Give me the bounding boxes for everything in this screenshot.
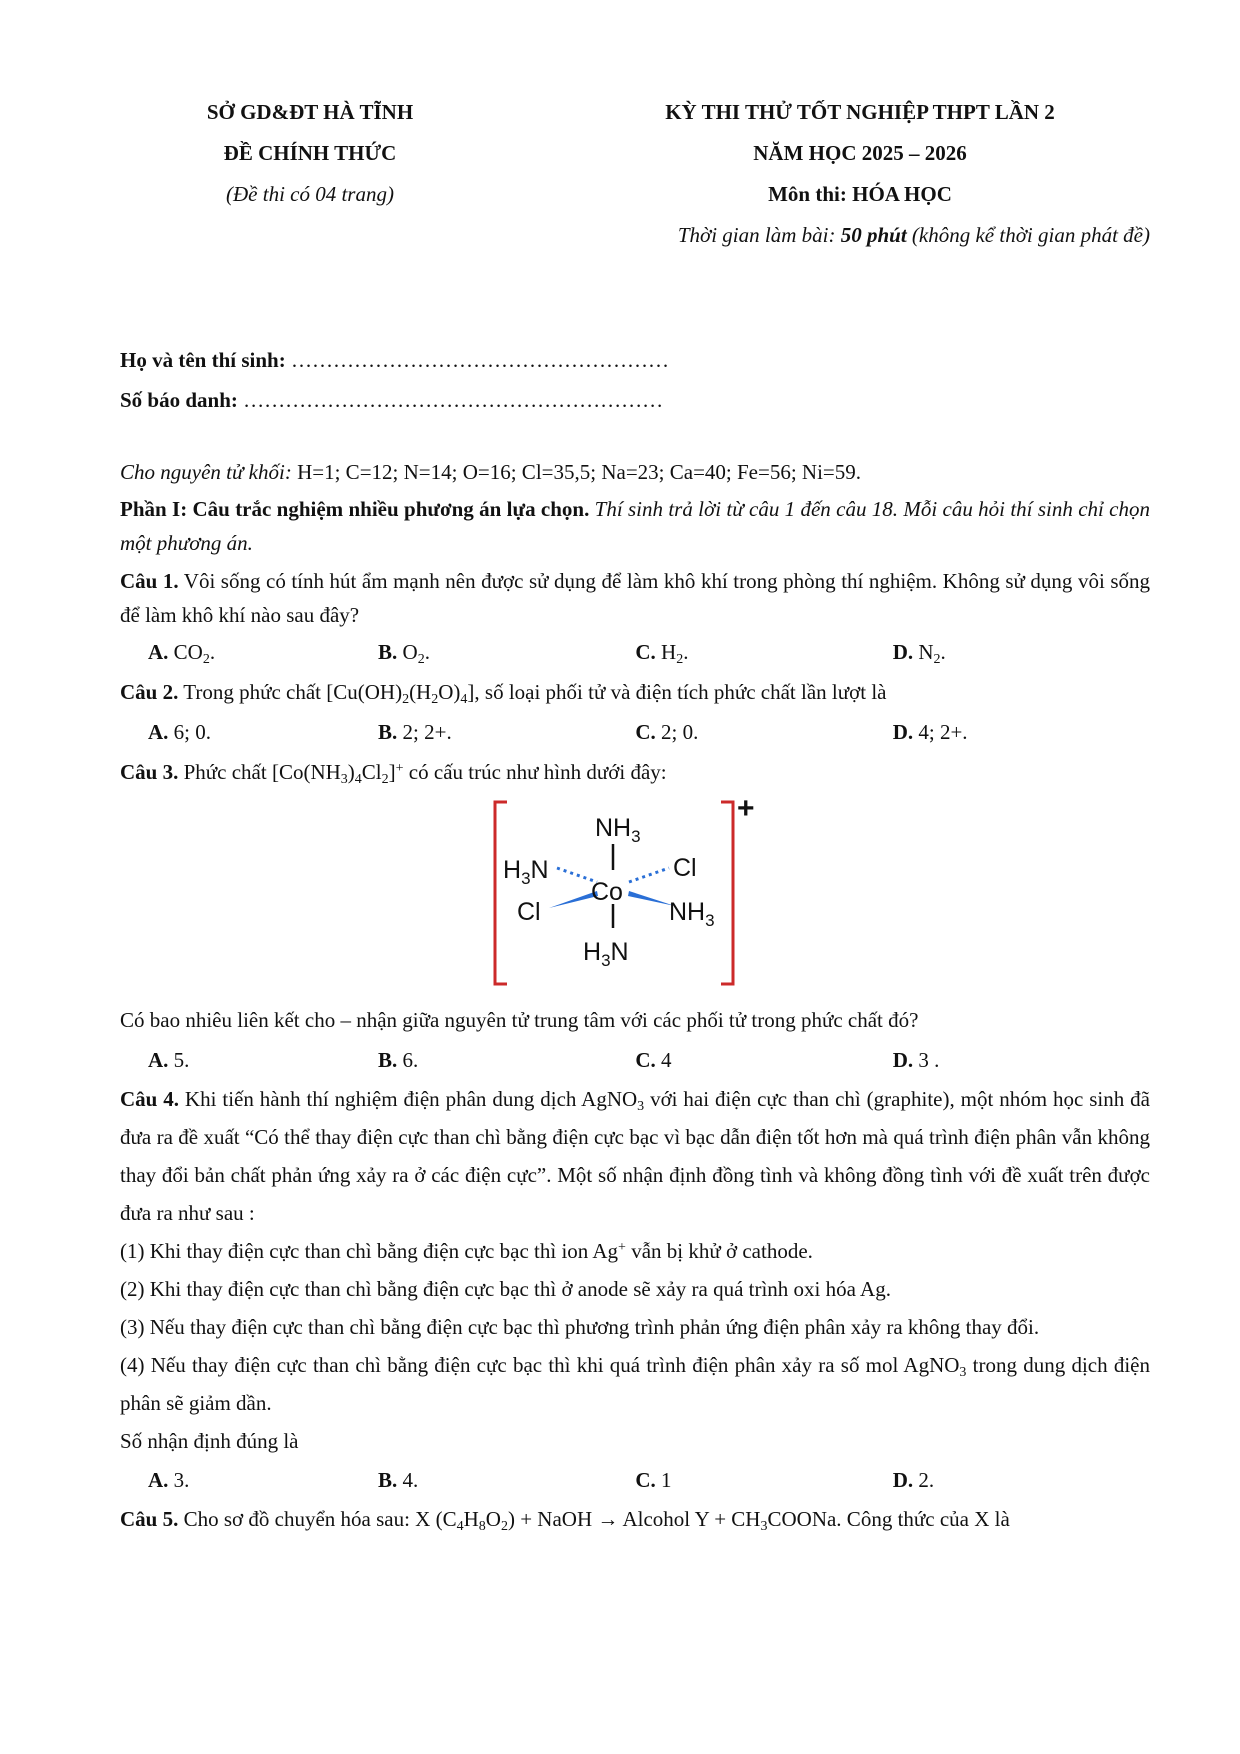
q2-option-c[interactable] (635, 712, 892, 752)
q4-option-d[interactable] (893, 1460, 1150, 1500)
q4-s4-sub: 3 (959, 1365, 967, 1380)
q4-statement-1 (120, 1232, 1150, 1270)
q3-sub-b: 4 (354, 772, 362, 787)
right-bracket (721, 802, 733, 984)
question-4 (120, 1080, 1150, 1232)
question-2-label: Câu 2. (120, 680, 179, 704)
q4-option-b[interactable] (378, 1460, 635, 1500)
option-letter: D. (892, 1468, 914, 1492)
question-1-text: Vôi sống có tính hút ẩm mạnh nên được sử dụng để làm khô khí trong phòng thí nghiệm. Không sử dụng vôi sống để làm khô khí nào sau đây? (120, 569, 1150, 627)
option-sub: 2 (676, 652, 684, 667)
question-3-options (120, 1040, 1150, 1080)
official-label: ĐỀ CHÍNH THỨC (223, 141, 397, 165)
q4-sub-a: 3 (637, 1099, 645, 1114)
option-sub: 2 (202, 652, 210, 667)
candidate-name-line[interactable] (120, 340, 1150, 380)
q2-sub-b: 2 (431, 692, 439, 707)
q1-option-a[interactable] (120, 632, 378, 672)
part1-heading (120, 492, 1150, 560)
q4-text-a: Khi tiến hành thí nghiệm điện phân dung dịch AgNO (179, 1087, 638, 1111)
q3-text-b: ) (347, 760, 355, 784)
q4-text-b: với hai điện cực than chì (graphite), một nhóm học sinh đã đưa ra đề xuất “Có thể thay điện cực than chì bằng điện cực bạc vì bạc dẫn điện tốt hơn mà quá trình điện phân vẫn không thay đổi bản chất phản ứng xảy ra ở các điện cực”. Một số nhận định đồng tình và không đồng tình với đề xuất trên được đưa ra như sau : (120, 1087, 1150, 1225)
q4-option-a[interactable] (120, 1460, 378, 1500)
q3-sup-d: + (395, 761, 404, 776)
option-text: 1 (661, 1468, 672, 1492)
q3-sub-a: 3 (340, 772, 348, 787)
option-text: 4; 2+. (918, 720, 968, 744)
q1-option-c[interactable] (635, 632, 892, 672)
ligand-left-bottom: Cl (517, 898, 541, 926)
option-text: 4. (402, 1468, 419, 1492)
question-5-label: Câu 5. (120, 1507, 179, 1531)
option-letter: A. (148, 1468, 169, 1492)
option-tail: . (424, 640, 430, 664)
option-text: O (402, 640, 418, 664)
question-2-options (120, 712, 1150, 752)
q3-text-e: có cấu trúc như hình dưới đây: (403, 760, 667, 784)
candidate-info (120, 340, 1150, 420)
time-value: 50 phút (840, 223, 907, 247)
candidate-name-dots: ……………………………………………… (290, 348, 669, 372)
exam-header (120, 92, 1150, 252)
candidate-name-label: Họ và tên thí sinh: (120, 348, 291, 372)
q3-sub-c: 2 (381, 772, 389, 787)
q5-text-e: COONa. Công thức của X là (767, 1507, 1010, 1531)
option-letter: D. (892, 720, 914, 744)
option-text: 6; 0. (173, 720, 212, 744)
time-prefix: Thời gian làm bài: (677, 223, 841, 247)
complex-charge: + (737, 796, 755, 825)
q1-option-d[interactable] (893, 632, 1150, 672)
q3-option-c[interactable] (635, 1040, 892, 1080)
time-line (550, 215, 1150, 256)
header-left (160, 92, 460, 215)
central-atom: Co (591, 878, 623, 906)
question-1-label: Câu 1. (120, 569, 179, 593)
q4-s1-sup: + (618, 1240, 626, 1255)
option-letter: D. (892, 640, 914, 664)
q2-text-b: (H (409, 680, 432, 704)
question-3-prompt: Có bao nhiêu liên kết cho – nhận giữa nguyên tử trung tâm với các phối tử trong phức chất đó? (120, 1008, 919, 1032)
option-letter: D. (892, 1048, 914, 1072)
ligand-bottom: $H_3N$ (583, 938, 629, 970)
option-letter: C. (635, 640, 656, 664)
ligand-right-top: Cl (673, 854, 697, 882)
q4-statement-4 (120, 1346, 1150, 1422)
q2-option-b[interactable] (378, 712, 635, 752)
option-letter: A. (148, 720, 169, 744)
part1-title: Phần I: Câu trắc nghiệm nhiều phương án lựa chọn. (120, 497, 590, 521)
q3-option-d[interactable] (893, 1040, 1150, 1080)
option-text: 3 . (918, 1048, 940, 1072)
option-letter: C. (635, 720, 656, 744)
option-text: 2; 0. (661, 720, 699, 744)
q4-statement-2: (2) Khi thay điện cực than chì bằng điện cực bạc thì ở anode sẽ xảy ra quá trình oxi hóa Ag. (120, 1277, 891, 1301)
question-1 (120, 564, 1150, 632)
exam-title: KỲ THI THỬ TỐT NGHIỆP THPT LẦN 2 (665, 100, 1055, 124)
q1-option-b[interactable] (378, 632, 635, 672)
q5-sub-a: 4 (456, 1519, 464, 1534)
option-text: 5. (173, 1048, 190, 1072)
q2-sub-c: 4 (460, 692, 468, 707)
option-tail: . (683, 640, 689, 664)
q4-option-c[interactable] (635, 1460, 892, 1500)
q4-s1-b: vẫn bị khử ở cathode. (625, 1239, 813, 1263)
pages-note: (Đề thi có 04 trang) (226, 182, 394, 206)
option-text: 6. (402, 1048, 419, 1072)
q4-s4-a: (4) Nếu thay điện cực than chì bằng điện cực bạc thì khi quá trình điện phân xảy ra số mol AgNO (120, 1353, 960, 1377)
q3-text-a: Phức chất [Co(NH (178, 760, 341, 784)
bond-right-bottom-wedge (628, 891, 675, 906)
subject-line (580, 174, 1140, 215)
ligand-left-top: $H_3N$ (503, 856, 549, 888)
school-year: NĂM HỌC 2025 – 2026 (753, 141, 967, 165)
option-tail: . (940, 640, 946, 664)
q2-text-a: Trong phức chất [Cu(OH) (178, 680, 403, 704)
q5-sub-b: 8 (478, 1519, 486, 1534)
q5-sub-d: 3 (760, 1519, 768, 1534)
option-letter: A. (148, 640, 169, 664)
complex-structure-svg (485, 796, 785, 992)
question-2 (120, 672, 1150, 712)
question-4-prompt: Số nhận định đúng là (120, 1429, 299, 1453)
option-sub: 2 (417, 652, 425, 667)
question-4-label: Câu 4. (120, 1087, 180, 1111)
part1-instruction: Thí sinh trả lời từ câu 1 đến câu 18. Mỗi câu hỏi thí sinh chỉ chọn một phương án. (120, 497, 1150, 555)
ligand-top: $NH_3$ (595, 814, 641, 846)
q5-text-d: ) + NaOH → Alcohol Y + CH (507, 1507, 761, 1531)
subject-name: HÓA HỌC (852, 182, 952, 206)
ligand-right-bottom: $NH_3$ (669, 898, 715, 930)
candidate-id-dots: …………………………………………………… (243, 388, 664, 412)
q4-s1-a: (1) Khi thay điện cực than chì bằng điện cực bạc thì ion Ag (120, 1239, 619, 1263)
q3-text-c: Cl (361, 760, 382, 784)
candidate-id-line[interactable] (120, 380, 1150, 420)
question-3 (120, 752, 1150, 792)
option-letter: B. (378, 1468, 398, 1492)
question-5 (120, 1500, 1150, 1538)
option-text: 2; 2+. (402, 720, 452, 744)
q3-option-a[interactable] (120, 1040, 378, 1080)
subject-label: Môn thi: (768, 182, 853, 206)
q2-text-d: ], số loại phối tử và điện tích phức chất lần lượt là (467, 680, 887, 704)
complex-structure-figure (120, 796, 1150, 996)
question-4-options (120, 1460, 1150, 1500)
question-3-label: Câu 3. (120, 760, 179, 784)
exam-content (120, 452, 1150, 1538)
left-bracket (495, 802, 507, 984)
option-tail: . (209, 640, 216, 664)
q3-text-d: ] (388, 760, 396, 784)
option-text: 2. (918, 1468, 935, 1492)
atomic-masses-values: H=1; C=12; N=14; O=16; Cl=35,5; Na=23; Ca=40; Fe=56; Ni=59. (297, 460, 862, 484)
q4-s4-b: trong dung dịch điện phân sẽ giảm dần. (120, 1353, 1150, 1415)
q2-sub-a: 2 (402, 692, 410, 707)
q3-option-b[interactable] (378, 1040, 635, 1080)
option-text: N (918, 640, 934, 664)
question-1-options (120, 632, 1150, 672)
department-name: SỞ GD&ĐT HÀ TĨNH (206, 100, 414, 124)
q2-option-a[interactable] (120, 712, 378, 752)
option-text: CO (173, 640, 203, 664)
q2-text-c: O) (438, 680, 461, 704)
q5-text-a: Cho sơ đồ chuyển hóa sau: X (C (178, 1507, 457, 1531)
option-letter: A. (148, 1048, 169, 1072)
header-right (580, 92, 1140, 215)
option-letter: B. (378, 640, 398, 664)
q5-text-c: O (485, 1507, 501, 1531)
q2-option-d[interactable] (893, 712, 1150, 752)
option-letter: B. (378, 1048, 398, 1072)
time-suffix: (không kể thời gian phát đề) (906, 223, 1150, 247)
option-letter: B. (378, 720, 398, 744)
option-text: H (661, 640, 677, 664)
option-text: 3. (173, 1468, 190, 1492)
q5-text-b: H (463, 1507, 479, 1531)
option-letter: C. (635, 1048, 656, 1072)
option-sub: 2 (933, 652, 941, 667)
q4-statement-3: (3) Nếu thay điện cực than chì bằng điện cực bạc thì phương trình phản ứng điện phân xảy ra không thay đổi. (120, 1315, 1040, 1339)
option-text: 4 (661, 1048, 672, 1072)
atomic-masses-label: Cho nguyên tử khối: (120, 460, 298, 484)
option-letter: C. (635, 1468, 656, 1492)
candidate-id-label: Số báo danh: (120, 388, 244, 412)
atomic-masses (120, 452, 1150, 492)
bond-right-top (629, 868, 669, 882)
q5-sub-c: 2 (500, 1519, 508, 1534)
